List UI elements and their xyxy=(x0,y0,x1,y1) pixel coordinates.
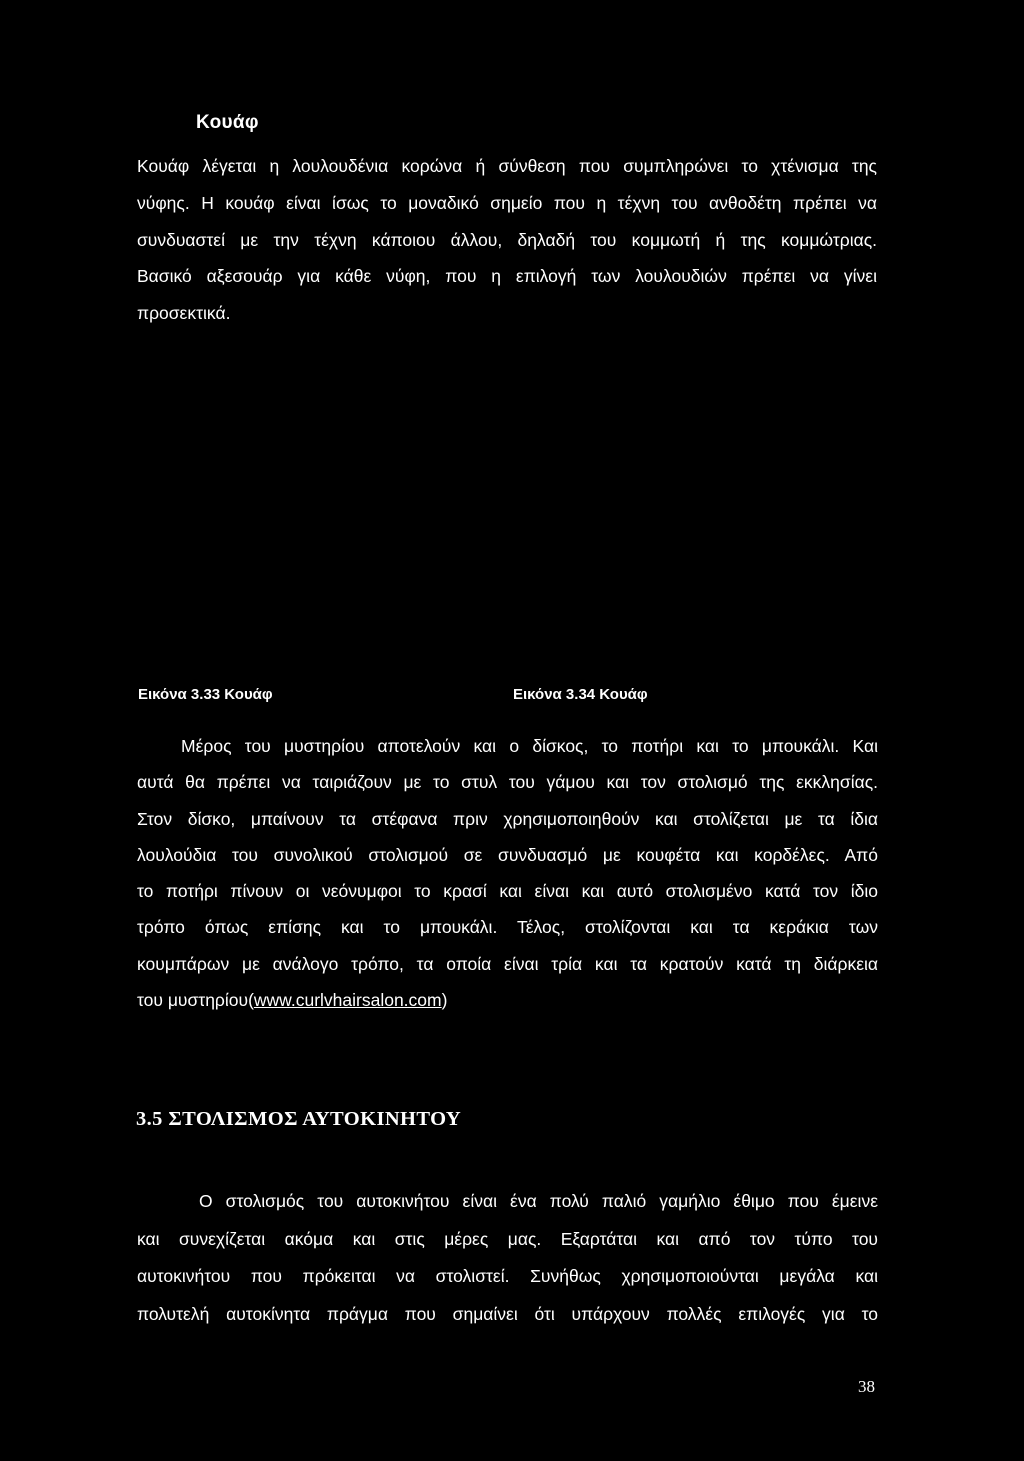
paragraph-line: Ο στολισμός του αυτοκινήτου είναι ένα πολύ παλιό γαμήλιο έθιμο που έμεινε xyxy=(199,1191,878,1211)
section-heading-car-decoration: 3.5 ΣΤΟΛΙΣΜΟΣ ΑΥΤΟΚΙΝΗΤΟΥ xyxy=(136,1108,462,1130)
paragraph-line: το ποτήρι πίνουν οι νεόνυμφοι το κρασί και είναι και αυτό στολισμένο κατά τον ίδιο xyxy=(137,881,878,902)
figure-caption-3-34: Εικόνα 3.34 Κουάφ xyxy=(513,686,648,703)
paragraph-line: αυτοκινήτου που πρόκειται να στολιστεί. Συνήθως χρησιμοποιούνται μεγάλα και xyxy=(137,1266,878,1286)
source-link[interactable]: www.curlvhairsalon.com xyxy=(253,990,442,1011)
source-suffix: ) xyxy=(441,990,448,1011)
paragraph-line: συνδυαστεί με την τέχνη κάποιου άλλου, δηλαδή του κομμωτή ή της κομμώτριας. xyxy=(137,229,877,250)
paragraph-line: πολυτελή αυτοκίνητα πράγμα που σημαίνει ότι υπάρχουν πολλές επιλογές για το xyxy=(137,1303,878,1324)
paragraph-line: λουλούδια του συνολικού στολισμού σε συνδυασμό με κουφέτα και κορδέλες. Από xyxy=(137,844,878,865)
paragraph-line: Μέρος του μυστηρίου αποτελούν και ο δίσκος, το ποτήρι και το μπουκάλι. Και xyxy=(181,736,878,756)
figure-caption-3-33: Εικόνα 3.33 Κουάφ xyxy=(138,686,273,703)
paragraph-line: τρόπο όπως επίσης και το μπουκάλι. Τέλος, στολίζονται και τα κεράκια των xyxy=(137,917,878,938)
paragraph-ceremony-items xyxy=(137,728,878,1018)
paragraph-coiffe-intro xyxy=(137,148,877,332)
paragraph-line: Στον δίσκο, μπαίνουν τα στέφανα πριν χρησιμοποιηθούν και στολίζεται με τα ίδια xyxy=(137,808,878,829)
subsection-title: Κουάφ xyxy=(196,112,259,133)
paragraph-line: προσεκτικά. xyxy=(137,303,231,324)
page-number: 38 xyxy=(858,1377,875,1396)
paragraph-line: κουμπάρων με ανάλογο τρόπο, τα οποία είναι τρία και τα κρατούν κατά τη διάρκεια xyxy=(137,953,878,974)
paragraph-line: νύφης. Η κουάφ είναι ίσως το μοναδικό σημείο που η τέχνη του ανθοδέτη πρέπει να xyxy=(137,192,877,213)
source-prefix: του μυστηρίου( xyxy=(137,990,254,1011)
paragraph-line: και συνεχίζεται ακόμα και στις μέρες μας. Εξαρτάται και από τον τύπο του xyxy=(137,1228,878,1249)
paragraph-line: Βασικό αξεσουάρ για κάθε νύφη, που η επιλογή των λουλουδιών πρέπει να γίνει xyxy=(137,266,877,287)
paragraph-line: Κουάφ λέγεται η λουλουδένια κορώνα ή σύνθεση που συμπληρώνει το χτένισμα της xyxy=(137,156,877,176)
paragraph-car-decoration xyxy=(137,1183,878,1333)
paragraph-line-source xyxy=(137,982,878,1018)
paragraph-line: αυτά θα πρέπει να ταιριάζουν με το στυλ του γάμου και τον στολισμό της εκκλησίας. xyxy=(137,772,878,793)
